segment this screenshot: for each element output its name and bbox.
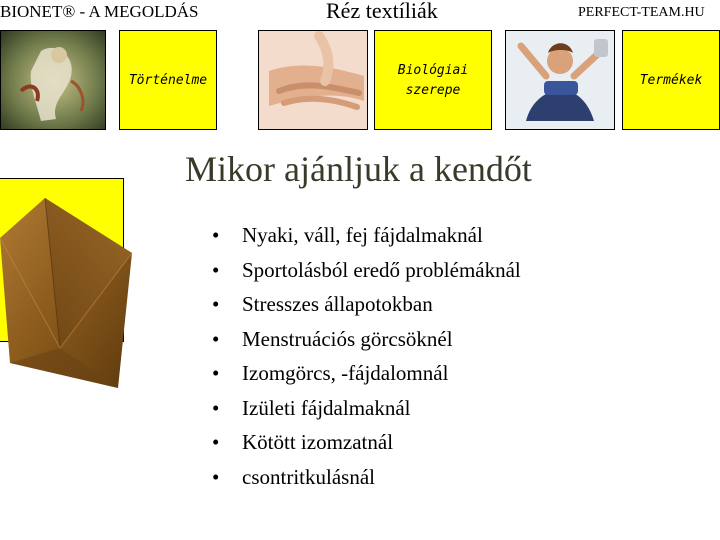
list-item: • csontritkulásnál: [212, 460, 521, 495]
list-item: • Nyaki, váll, fej fájdalmaknál: [212, 218, 521, 253]
site-name: PERFECT-TEAM.HU: [578, 5, 705, 20]
tile-label: Termékek: [639, 73, 703, 88]
tile-label: Történelme: [128, 73, 208, 88]
hands-massage-image: [258, 30, 368, 130]
nav-tile-tortenelme[interactable]: [119, 30, 217, 130]
list-item: • Izületi fájdalmaknál: [212, 391, 521, 426]
brand-logo-text: BIONET® - A MEGOLDÁS: [0, 2, 199, 21]
list-item: • Kötött izomzatnál: [212, 425, 521, 460]
fitness-woman-image: [505, 30, 615, 130]
section-heading: Mikor ajánljuk a kendőt: [185, 149, 532, 189]
fresco-image: [0, 30, 106, 130]
nav-tile-biologiai-szerepe[interactable]: [374, 30, 492, 130]
list-item: • Sportolásból eredő problémáknál: [212, 253, 521, 288]
page-title: Réz textíliák: [326, 0, 438, 23]
copper-cloth-image: [0, 198, 140, 388]
list-item: • Menstruációs görcsöknél: [212, 322, 521, 357]
nav-tile-termekek[interactable]: [622, 30, 720, 130]
tile-label: Biológiai szerepe: [397, 63, 469, 98]
recommendation-list: [212, 218, 521, 494]
list-item: • Stresszes állapotokban: [212, 287, 521, 322]
list-item: • Izomgörcs, -fájdalomnál: [212, 356, 521, 391]
